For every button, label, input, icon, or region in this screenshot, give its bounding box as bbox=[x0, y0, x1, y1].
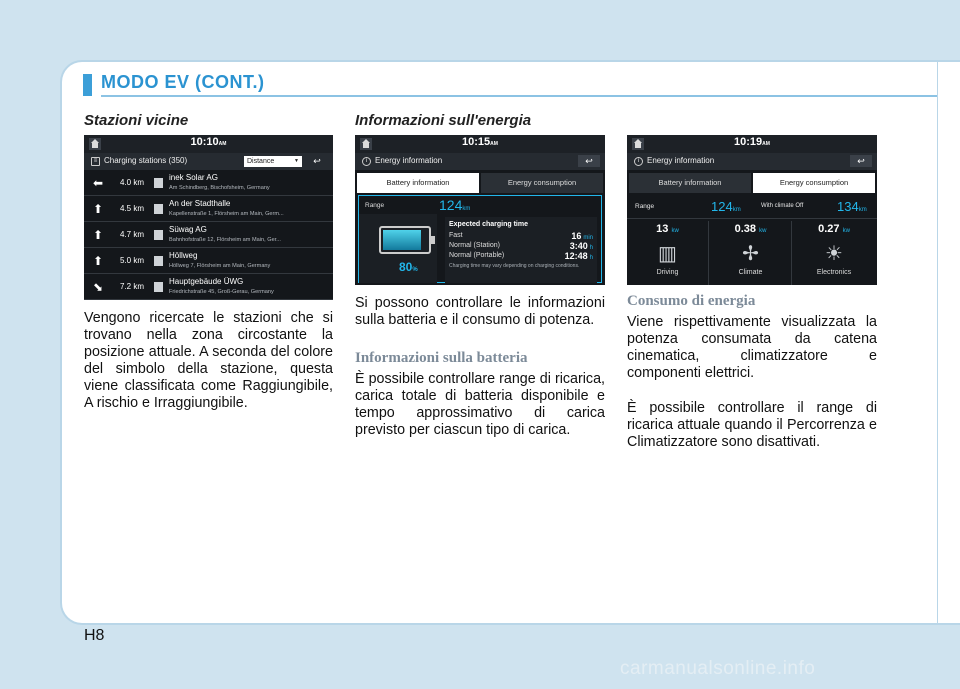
range-value: 124km bbox=[439, 197, 471, 213]
charging-time-row bbox=[449, 252, 593, 262]
back-button[interactable]: ↩ bbox=[850, 155, 872, 167]
direction-arrow-icon: ⬅ bbox=[93, 176, 104, 190]
screen-title: Charging stations (350) bbox=[104, 156, 188, 165]
clock: 10:10AM bbox=[190, 136, 227, 148]
charging-type-label: Fast bbox=[449, 232, 463, 239]
consumption-item bbox=[793, 221, 875, 285]
heading-energy-info: Informazioni sull'energia bbox=[355, 112, 532, 129]
station-distance: 4.7 km bbox=[120, 230, 145, 239]
consumption-label: Driving bbox=[656, 269, 679, 276]
section-title: MODO EV (CONT.) bbox=[101, 72, 265, 92]
station-address: Bahnhofstraße 12, Flörsheim am Main, Ger... bbox=[169, 237, 281, 243]
battery-graphic bbox=[359, 214, 437, 283]
consumption-item bbox=[710, 221, 792, 285]
screen-title-bar bbox=[627, 153, 877, 170]
title-accent-bar bbox=[83, 74, 92, 96]
screen-battery-information bbox=[355, 135, 605, 285]
back-button[interactable]: ↩ bbox=[313, 156, 321, 166]
range-label: Range bbox=[365, 202, 385, 209]
direction-arrow-icon: ⬆ bbox=[93, 254, 104, 268]
consumption-value: 13 kw bbox=[656, 223, 679, 235]
station-address: Am Schindberg, Bischofsheim, Germany bbox=[169, 185, 270, 191]
clock: 10:19AM bbox=[734, 136, 770, 148]
station-status-icon bbox=[154, 204, 163, 214]
paragraph-battery-info: È possibile controllare range di ricarica, carica totale di batteria disponibile e tempo approssimativo di carica previsto per ciascun tipo di carica. bbox=[355, 371, 605, 438]
dropdown-arrow-icon: ▼ bbox=[294, 158, 299, 164]
charging-time-value: 3:40 h bbox=[569, 241, 593, 251]
sort-dropdown[interactable]: Distance ▼ bbox=[244, 156, 302, 167]
watermark: carmanualsonline.info bbox=[620, 658, 816, 679]
station-row[interactable] bbox=[84, 197, 333, 222]
station-distance: 4.5 km bbox=[120, 204, 145, 213]
screen-title: Energy information bbox=[375, 156, 443, 165]
paragraph-nearby-stations: Vengono ricercate le stazioni che si trovano nella zona circostante la posizione attuale. A seconda del colore del simbolo della stazione, questa viene classificata come Raggiungibile, A rischio e Irraggiungibile. bbox=[84, 310, 333, 411]
climate-off-value: 134km bbox=[837, 199, 867, 214]
paragraph-energy-consumption: Viene rispettivamente visualizzata la potenza consumata da catena cinematica, climatizzatore e componenti elettrici. bbox=[627, 314, 877, 381]
heading-battery-info: Informazioni sulla batteria bbox=[355, 350, 528, 366]
station-name: inek Solar AG bbox=[169, 173, 218, 182]
screen-title-bar bbox=[84, 153, 333, 170]
station-distance: 7.2 km bbox=[120, 282, 145, 291]
station-row[interactable] bbox=[84, 223, 333, 248]
range-row bbox=[627, 195, 877, 219]
charging-time-note: Charging time may vary depending on charging conditions. bbox=[449, 263, 580, 269]
paragraph-energy-intro: Si possono controllare le informazioni sulla batteria e il consumo di potenza. bbox=[355, 295, 605, 328]
consumption-item bbox=[627, 221, 709, 285]
range-label: Range bbox=[635, 203, 655, 210]
station-name: Höllweg bbox=[169, 251, 198, 260]
station-name: Süwag AG bbox=[169, 225, 207, 234]
station-address: Kapellenstraße 1, Flörsheim am Main, Germ... bbox=[169, 211, 284, 217]
tab-energy-consumption[interactable]: Energy consumption bbox=[481, 173, 603, 193]
motor-icon: ▥ bbox=[658, 243, 677, 265]
status-bar bbox=[84, 135, 333, 153]
title-rule bbox=[101, 95, 937, 97]
screen-charging-stations bbox=[84, 135, 333, 300]
screen-energy-consumption bbox=[627, 135, 877, 285]
charging-type-label: Normal (Portable) bbox=[449, 252, 505, 259]
consumption-value: 0.38 kw bbox=[734, 223, 767, 235]
list-icon: ≡ bbox=[91, 157, 100, 166]
charging-time-title: Expected charging time bbox=[449, 221, 528, 228]
station-status-icon bbox=[154, 256, 163, 266]
page-number: H8 bbox=[84, 627, 105, 644]
charging-time-rows bbox=[449, 232, 593, 262]
fan-icon: ✢ bbox=[742, 243, 759, 265]
status-bar bbox=[627, 135, 877, 153]
info-icon: i bbox=[362, 157, 371, 166]
tab-energy-consumption[interactable]: Energy consumption bbox=[753, 173, 875, 193]
battery-panel bbox=[358, 195, 602, 283]
station-distance: 4.0 km bbox=[120, 178, 145, 187]
station-status-icon bbox=[154, 282, 163, 292]
direction-arrow-icon: ⬆ bbox=[93, 228, 104, 242]
climate-off-label: With climate Off bbox=[761, 203, 804, 209]
charging-type-label: Normal (Station) bbox=[449, 242, 500, 249]
paragraph-climate-off-range: È possibile controllare il range di ricarica attuale quando il Percorrenza e Climatizzatore sono disattivati. bbox=[627, 400, 877, 450]
charging-time-panel bbox=[445, 217, 597, 283]
screen-title: Energy information bbox=[647, 156, 715, 165]
direction-arrow-icon: ⬊ bbox=[93, 280, 104, 294]
heading-energy-consumption: Consumo di energia bbox=[627, 293, 756, 309]
direction-arrow-icon: ⬆ bbox=[93, 202, 104, 216]
charging-time-value: 12:48 h bbox=[564, 251, 593, 261]
consumption-label: Climate bbox=[738, 269, 763, 276]
station-address: Friedrichstraße 45, Groß-Gerau, Germany bbox=[169, 289, 274, 295]
status-bar bbox=[355, 135, 605, 153]
station-row[interactable] bbox=[84, 249, 333, 274]
consumption-value: 0.27 kw bbox=[818, 223, 850, 235]
station-distance: 5.0 km bbox=[120, 256, 145, 265]
tab-battery-information[interactable]: Battery information bbox=[629, 173, 751, 193]
range-value: 124km bbox=[711, 199, 741, 214]
consumption-label: Electronics bbox=[816, 269, 852, 276]
heading-nearby-stations: Stazioni vicine bbox=[84, 112, 189, 129]
screen-title-bar bbox=[355, 153, 605, 170]
station-status-icon bbox=[154, 230, 163, 240]
clock: 10:15AM bbox=[462, 136, 498, 148]
station-name: An der Stadthalle bbox=[169, 199, 231, 208]
station-row[interactable] bbox=[84, 171, 333, 196]
consumption-items bbox=[627, 221, 877, 285]
light-icon: ☀ bbox=[825, 243, 843, 265]
battery-icon bbox=[379, 226, 431, 254]
charging-time-value: 16 min bbox=[571, 231, 593, 241]
state-of-charge: 80% bbox=[399, 260, 418, 274]
back-button[interactable]: ↩ bbox=[578, 155, 600, 167]
station-address: Höllweg 7, Flörsheim am Main, Germany bbox=[169, 263, 271, 269]
tab-battery-information[interactable]: Battery information bbox=[357, 173, 479, 193]
info-icon: i bbox=[634, 157, 643, 166]
station-status-icon bbox=[154, 178, 163, 188]
margin-line bbox=[937, 60, 938, 625]
station-row[interactable] bbox=[84, 275, 333, 300]
station-name: Hauptgebäude ÜWG bbox=[169, 277, 244, 286]
